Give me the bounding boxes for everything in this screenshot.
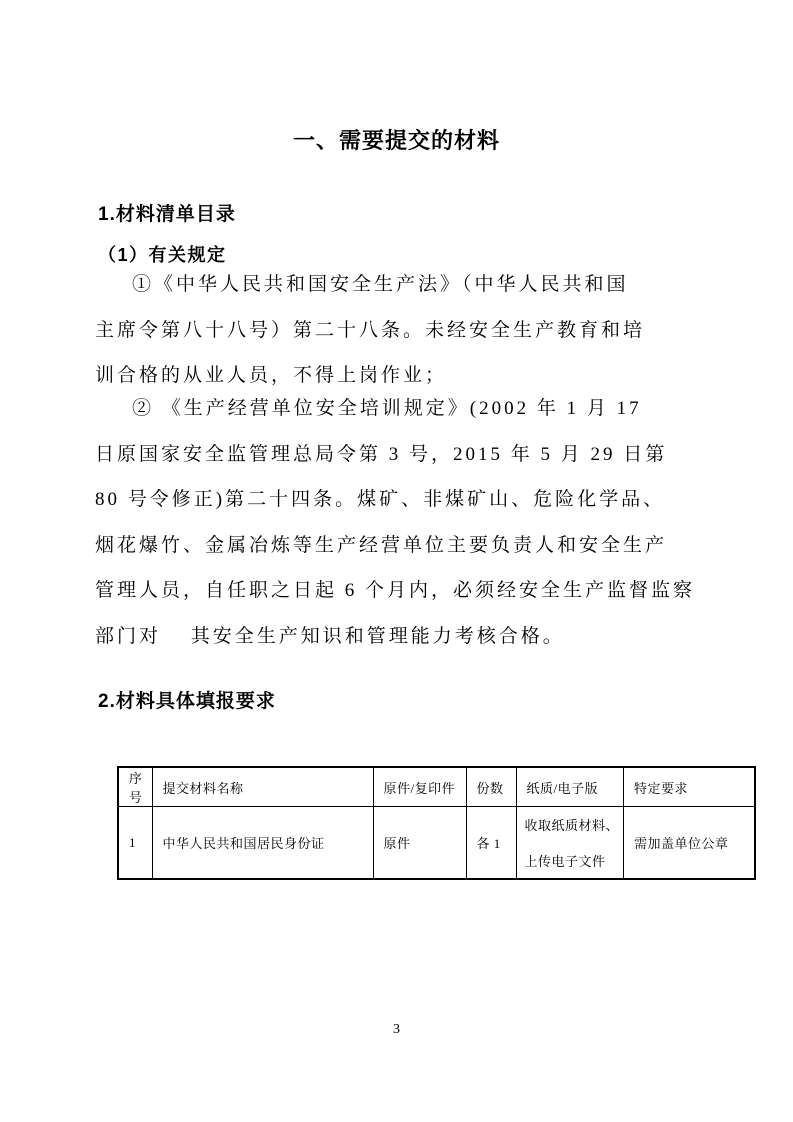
header-paper-electronic: 纸质/电子版 — [516, 767, 624, 807]
table-header-row — [118, 767, 755, 807]
paragraph-regulation-1 — [95, 262, 755, 399]
paragraph-line: 部门对 其安全生产知识和管理能力考核合格。 — [95, 625, 565, 647]
header-seq: 序号 — [118, 767, 152, 807]
paragraph-line: 主席令第八十八号）第二十八条。未经安全生产教育和培 — [95, 319, 646, 341]
paragraph-line: 管理人员，自任职之日起 6 个月内，必须经安全生产监督监察 — [95, 580, 696, 601]
paragraph-line: 烟花爆竹、金属冶炼等生产经营单位主要负责人和安全生产 — [95, 534, 668, 556]
paragraph-line: 日原国家安全监管理总局令第 3 号，2015 年 5 月 29 日第 — [95, 443, 668, 465]
page-number: 3 — [393, 1022, 400, 1037]
section-1-heading: 1.材料清单目录 — [98, 204, 236, 225]
cell-copies: 各 1 — [466, 807, 516, 880]
header-special-requirement: 特定要求 — [624, 767, 755, 807]
paper-line-2: 上传电子文件 — [524, 854, 606, 869]
paragraph-line: 训合格的从业人员，不得上岗作业； — [95, 365, 448, 386]
cell-special-requirement: 需加盖单位公章 — [624, 807, 755, 880]
header-material-name: 提交材料名称 — [152, 767, 373, 807]
cell-seq: 1 — [118, 807, 152, 880]
paragraph-line: ①《中华人民共和国安全生产法》（中华人民共和国 — [132, 274, 629, 295]
paragraph-line: ② 《生产经营单位安全培训规定》(2002 年 1 月 17 — [132, 398, 642, 419]
page-title: 一、需要提交的材料 — [292, 128, 500, 153]
cell-paper-lines — [525, 815, 620, 870]
table-row — [118, 807, 755, 880]
paragraph-line: 80 号令修正)第二十四条。煤矿、非煤矿山、危险化学品、 — [95, 489, 666, 510]
header-copies: 份数 — [466, 767, 516, 807]
header-original-copy: 原件/复印件 — [373, 767, 466, 807]
paper-line-1: 收取纸质材料、 — [524, 818, 620, 833]
cell-material-name: 中华人民共和国居民身份证 — [152, 807, 373, 880]
paragraph-regulation-2 — [95, 386, 755, 659]
materials-table — [117, 766, 756, 880]
section-2-heading: 2.材料具体填报要求 — [98, 691, 276, 712]
section-1-sub-heading: （1）有关规定 — [98, 245, 227, 265]
cell-original-copy: 原件 — [373, 807, 466, 880]
cell-paper-electronic — [516, 807, 624, 880]
